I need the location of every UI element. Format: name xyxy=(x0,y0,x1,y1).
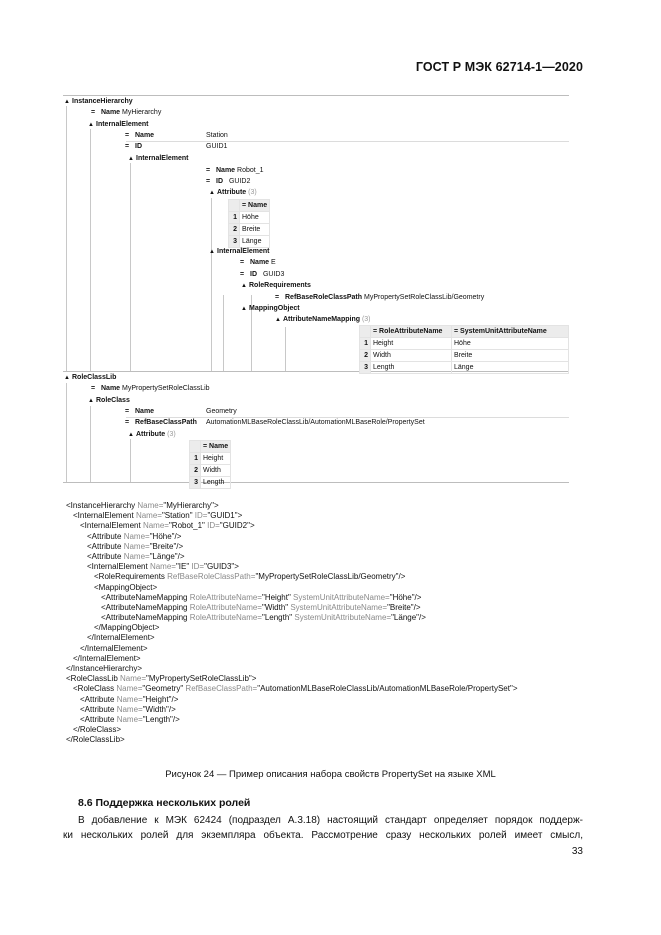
tree-attr-ie3-name: = Name E xyxy=(240,259,276,266)
collapse-arrow-icon[interactable]: ▲ xyxy=(241,283,247,289)
table-row[interactable]: 2 Breite xyxy=(229,224,270,236)
code-line: <Attribute Name="Length"/> xyxy=(80,714,180,724)
tree-node-internal-element-2[interactable]: ▲ InternalElement xyxy=(128,153,189,164)
code-line: </RoleClassLib> xyxy=(66,735,125,745)
code-line: <InternalElement Name="Station" ID="GUID1"> xyxy=(73,511,243,521)
tree-value-ie1-name: Station xyxy=(206,132,228,139)
attribute-equals-icon: = xyxy=(242,202,249,209)
code-line: <AttributeNameMapping RoleAttributeName="Height" SystemUnitAttributeName="Höhe"/> xyxy=(101,592,422,602)
code-line: <Attribute Name="Länge"/> xyxy=(87,551,185,561)
table-row[interactable]: 1 Höhe xyxy=(229,212,270,224)
collapse-arrow-icon[interactable]: ▲ xyxy=(64,375,70,381)
code-line: </InternalElement> xyxy=(80,643,148,653)
collapse-arrow-icon[interactable]: ▲ xyxy=(275,317,281,323)
tree-bottom-border xyxy=(63,482,569,483)
table-row[interactable]: 3 Length Länge xyxy=(360,362,569,374)
collapse-arrow-icon[interactable]: ▲ xyxy=(128,432,134,438)
tree-attr-rc-name: = Name xyxy=(125,408,155,415)
tree-node-instance-hierarchy[interactable]: ▲ InstanceHierarchy xyxy=(64,96,133,107)
code-line: </InternalElement> xyxy=(87,633,155,643)
collapse-arrow-icon[interactable]: ▲ xyxy=(88,122,94,128)
tree-attr-ie1-id: = ID xyxy=(125,143,142,150)
code-line: <InternalElement Name="Robot_1" ID="GUID2"> xyxy=(80,521,255,531)
tree-attr-rcl-name: = Name MyPropertySetRoleClassLib xyxy=(91,385,210,392)
attribute-equals-icon: = xyxy=(454,328,461,335)
tree-value-ie1-id: GUID1 xyxy=(206,143,228,150)
table-row[interactable]: 3 Länge xyxy=(229,236,270,248)
table-row[interactable]: 2 Width xyxy=(190,465,231,477)
code-line: <RoleRequirements RefBaseRoleClassPath="MyPropertySetRoleClassLib/Geometry"/> xyxy=(94,572,406,582)
code-line: </InternalElement> xyxy=(73,653,141,663)
standard-header: ГОСТ Р МЭК 62714-1—2020 xyxy=(415,60,583,74)
code-line: <Attribute Name="Höhe"/> xyxy=(87,531,182,541)
tree-attr-refbase-role-class-path: = RefBaseRoleClassPath MyPropertySetRoleClassLib/Geometry xyxy=(275,294,485,301)
code-line: <Attribute Name="Width"/> xyxy=(80,704,176,714)
paragraph-line-1: В добавление к МЭК 62424 (подраздел A.3.18) настоящий стандарт определяет порядок поддерж- xyxy=(78,815,583,826)
code-line: <InternalElement Name="IE" ID="GUID3"> xyxy=(87,562,239,572)
tree-node-role-requirements[interactable]: ▲ RoleRequirements xyxy=(241,280,311,291)
tree-node-attribute[interactable]: ▲ Attribute (3) xyxy=(209,187,257,198)
attribute-equals-icon: = xyxy=(373,328,380,335)
tree-attr-ie3-id: = ID GUID3 xyxy=(240,271,285,278)
tree-top-border xyxy=(63,95,569,96)
tree-node-role-class[interactable]: ▲ RoleClass xyxy=(88,395,130,406)
attribute-equals-icon: = xyxy=(203,443,210,450)
code-line: <AttributeNameMapping RoleAttributeName="Width" SystemUnitAttributeName="Breite"/> xyxy=(101,602,421,612)
code-line: </RoleClass> xyxy=(73,725,122,735)
tree-attr-ie2-name: = Name Robot_1 xyxy=(206,167,264,174)
tree-node-role-class-lib[interactable]: ▲ RoleClassLib xyxy=(64,372,116,383)
section-heading: 8.6 Поддержка нескольких ролей xyxy=(78,797,251,809)
code-line: <AttributeNameMapping RoleAttributeName="Length" SystemUnitAttributeName="Länge"/> xyxy=(101,613,426,623)
tree-attr-ie2-id: = ID GUID2 xyxy=(206,178,251,185)
figure-caption: Рисунок 24 — Пример описания набора свойств PropertySet на языке XML xyxy=(165,769,496,780)
collapse-arrow-icon[interactable]: ▲ xyxy=(209,249,215,255)
tree-node-internal-element-1[interactable]: ▲ InternalElement xyxy=(88,119,149,130)
collapse-arrow-icon[interactable]: ▲ xyxy=(128,156,134,162)
collapse-arrow-icon[interactable]: ▲ xyxy=(209,190,215,196)
collapse-arrow-icon[interactable]: ▲ xyxy=(88,398,94,404)
attribute-table: = Name 1 Höhe 2 Breite 3 Länge xyxy=(228,199,270,248)
tree-node-attribute-name-mapping[interactable]: ▲ AttributeNameMapping (3) xyxy=(275,314,371,325)
table-row[interactable]: 1 Height xyxy=(190,453,231,465)
paragraph-line-2: ки нескольких ролей для экземпляра объекта. Рассмотрение сразу нескольких ролей имеет смысл, xyxy=(63,830,583,841)
collapse-arrow-icon[interactable]: ▲ xyxy=(241,306,247,312)
table-row[interactable]: 2 Width Breite xyxy=(360,350,569,362)
code-line: <InstanceHierarchy Name="MyHierarchy"> xyxy=(66,501,219,510)
table-row[interactable]: 3 Length xyxy=(190,477,231,489)
tree-node-rc-attribute[interactable]: ▲ Attribute (3) xyxy=(128,429,176,440)
rc-attribute-table: = Name 1 Height 2 Width 3 Length xyxy=(189,440,231,489)
page-number: 33 xyxy=(571,846,583,857)
code-line: <Attribute Name="Breite"/> xyxy=(87,541,184,551)
tree-value-rc-name: Geometry xyxy=(206,408,237,415)
code-line: <Attribute Name="Height"/> xyxy=(80,694,179,704)
tree-value-rc-ref-base-class-path: AutomationMLBaseRoleClassLib/AutomationMLBaseRole/PropertySet xyxy=(206,419,425,426)
tree-attr-rc-ref-base-class-path: = RefBaseClassPath xyxy=(125,419,197,426)
code-line: <MappingObject> xyxy=(94,582,158,592)
code-line: <RoleClass Name="Geometry" RefBaseClassPath="AutomationMLBaseRoleClassLib/AutomationMLBaseRole/PropertySet"> xyxy=(73,684,518,694)
code-line: </InstanceHierarchy> xyxy=(66,664,143,673)
tree-node-mapping-object[interactable]: ▲ MappingObject xyxy=(241,303,300,314)
attribute-name-mapping-table: = RoleAttributeName = SystemUnitAttributeName 1 Height Höhe 2 Width Breite 3 Length Länge xyxy=(359,325,569,374)
table-row[interactable]: 1 Height Höhe xyxy=(360,338,569,350)
collapse-arrow-icon[interactable]: ▲ xyxy=(64,99,70,105)
tree-node-internal-element-3[interactable]: ▲ InternalElement xyxy=(209,246,270,257)
tree-attr-ie1-name: = Name xyxy=(125,132,155,139)
xml-tree-view xyxy=(63,95,569,486)
code-line: <RoleClassLib Name="MyPropertySetRoleClassLib"> xyxy=(66,674,257,684)
tree-attr-ih-name: = Name MyHierarchy xyxy=(91,109,162,116)
code-line: </MappingObject> xyxy=(94,623,160,633)
xml-code-listing xyxy=(66,501,518,746)
attribute-equals-icon: = xyxy=(91,109,96,116)
